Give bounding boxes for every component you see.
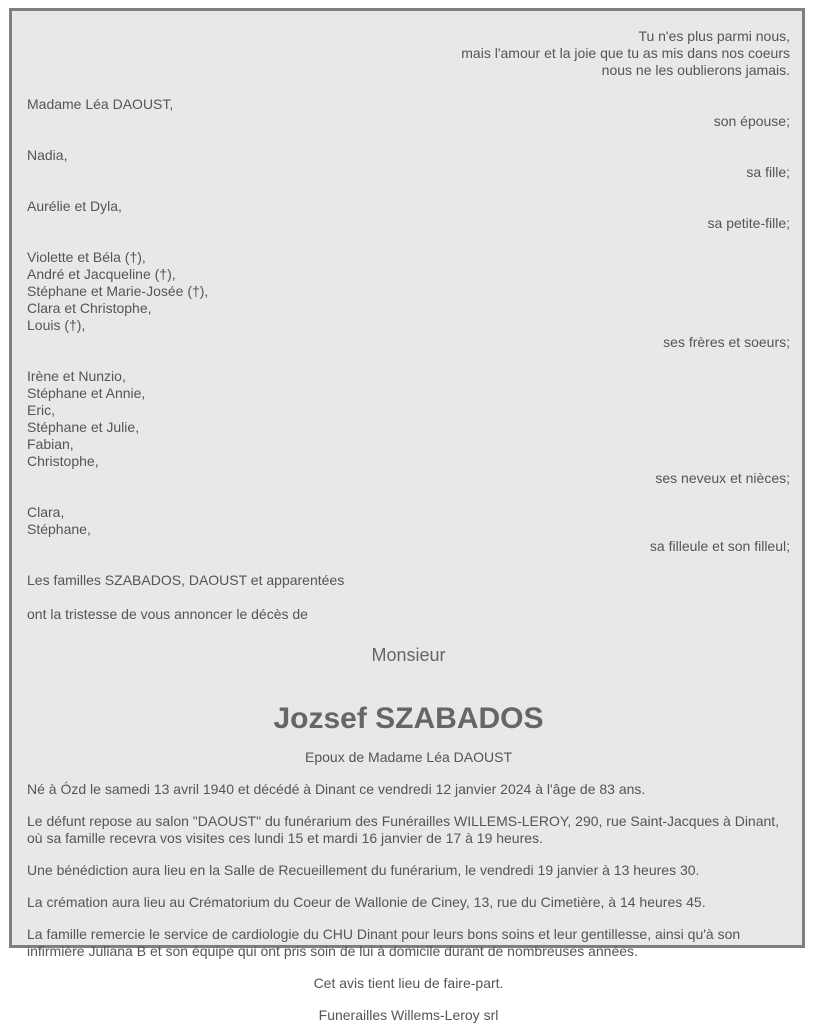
title: Monsieur: [371, 645, 446, 665]
paragraph-visitation: Le défunt repose au salon "DAOUST" du funérarium des Funérailles WILLEMS-LEROY, 290, rue Saint-Jacques à Dinant, où sa famille recevra vos visites ces lundi 15 et mardi 16 janvier de 17 à 19 heures.: [27, 813, 780, 846]
family-name: Nadia,: [27, 147, 68, 163]
family-relation: sa filleule et son filleul;: [649, 538, 790, 554]
paragraph-thanks: La famille remercie le service de cardiologie du CHU Dinant pour leurs bons soins et leur gentillesse, ainsi qu'à son infirmière Juliana B et son équipe qui ont pris soin de lui à domicile durant de nombreuses années.: [27, 926, 741, 959]
family-name: Clara et Christophe,: [27, 300, 152, 316]
family-group-granddaughter: [27, 198, 790, 232]
families-line: Les familles SZABADOS, DAOUST et apparentées: [27, 572, 345, 588]
family-group-nephews: [27, 368, 790, 487]
family-name: Aurélie et Dyla,: [27, 198, 122, 214]
family-group-spouse: [27, 96, 790, 130]
family-name: Stéphane et Annie,: [27, 385, 146, 401]
obituary-frame: [9, 8, 805, 1023]
poem-line: mais l'amour et la joie que tu as mis dans nos coeurs: [461, 45, 790, 61]
paragraph-birth-death: Né à Ózd le samedi 13 avril 1940 et décédé à Dinant ce vendredi 12 janvier 2024 à l'âge de 83 ans.: [27, 781, 646, 797]
family-name: Irène et Nunzio,: [27, 368, 126, 384]
family-name: Stéphane et Marie-Josée (†),: [27, 283, 209, 299]
family-name: Eric,: [27, 402, 55, 418]
paragraph-blessing: Une bénédiction aura lieu en la Salle de Recueillement du funérarium, le vendredi 19 janvier à 13 heures 30.: [27, 862, 700, 878]
poem-line: nous ne les oublierons jamais.: [601, 62, 790, 78]
family-name: Louis (†),: [27, 317, 86, 333]
family-relation: sa petite-fille;: [707, 215, 790, 231]
family-name: Madame Léa DAOUST,: [27, 96, 174, 112]
poem-line: Tu n'es plus parmi nous,: [638, 28, 790, 44]
family-name: André et Jacqueline (†),: [27, 266, 176, 282]
family-name: Christophe,: [27, 453, 99, 469]
obituary-content: [27, 28, 790, 1024]
family-name: Stéphane,: [27, 521, 91, 537]
family-relation: ses neveux et nièces;: [655, 470, 790, 486]
deceased-name: Jozsef SZABADOS: [273, 702, 544, 735]
closing-line: Cet avis tient lieu de faire-part.: [313, 975, 504, 991]
family-relation: sa fille;: [746, 164, 790, 180]
announce-line: ont la tristesse de vous annoncer le décès de: [27, 606, 308, 622]
family-relation: ses frères et soeurs;: [663, 334, 790, 350]
family-name: Violette et Béla (†),: [27, 249, 146, 265]
family-relation: son épouse;: [713, 113, 790, 129]
family-group-siblings: [27, 249, 790, 351]
signature: Funerailles Willems-Leroy srl: [318, 1007, 499, 1023]
family-name: Clara,: [27, 504, 65, 520]
family-group-godchildren: [27, 504, 790, 555]
family-name: Fabian,: [27, 436, 74, 452]
spouse-line: Epoux de Madame Léa DAOUST: [305, 749, 512, 765]
poem: [27, 28, 790, 79]
paragraph-cremation: La crémation aura lieu au Crématorium du Coeur de Wallonie de Ciney, 13, rue du Cimetière, à 14 heures 45.: [27, 894, 706, 910]
family-group-daughter: [27, 147, 790, 181]
family-name: Stéphane et Julie,: [27, 419, 140, 435]
